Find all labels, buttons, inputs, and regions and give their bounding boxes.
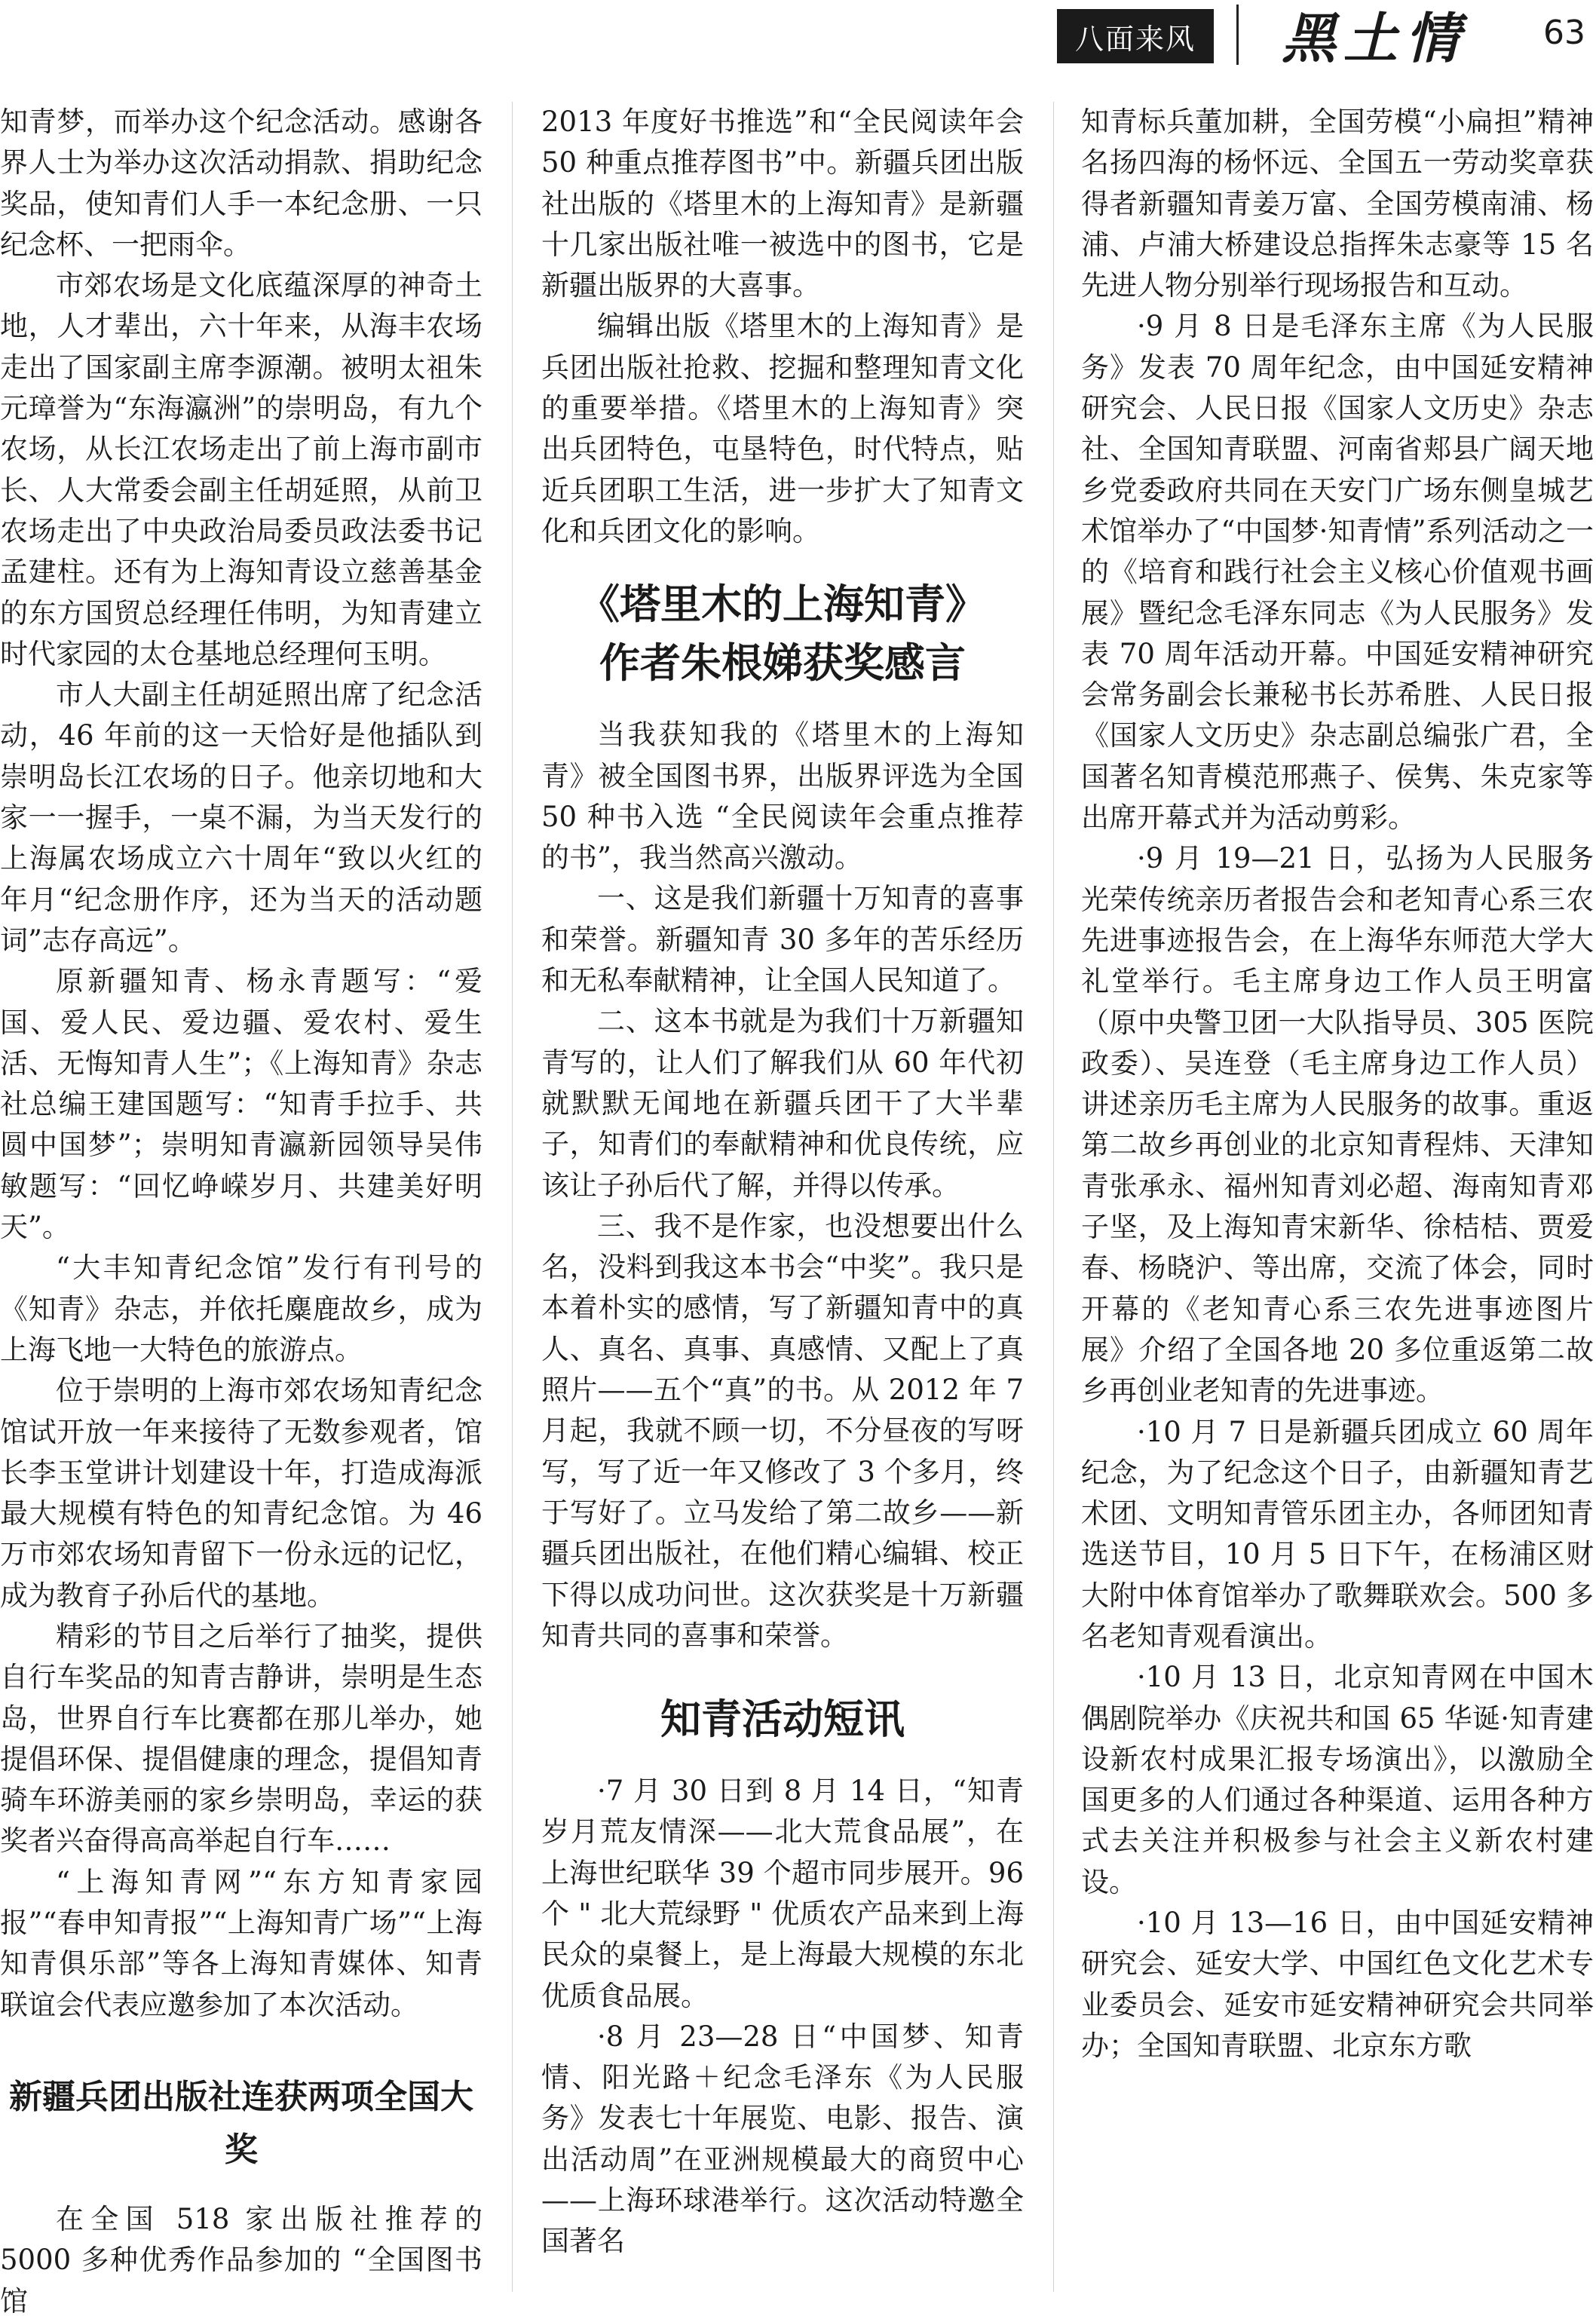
article-headline: [541, 574, 1024, 692]
paragraph: 在全国 518 家出版社推荐的 5000 多种优秀作品参加的 “全国图书馆: [0, 2202, 482, 2317]
spacer: [0, 2026, 482, 2071]
column-1: [0, 102, 482, 2317]
news-item: ·10 月 7 日是新疆兵团成立 60 周年纪念，为了纪念这个日子，由新疆知青艺术团、文明知青管乐团主办，各师团知青选送节目，10 月 5 日下午，在杨浦区财大附中体育馆举办了歌舞联欢会。500 多名老知青观看演出。: [1081, 1415, 1594, 1653]
section-headline: 知青活动短讯: [660, 1695, 905, 1744]
paragraph: 二、这本书就是为我们十万新疆知青写的，让人们了解我们从 60 年代初就默默无闻地在新疆兵团干了大半辈子，知青们的奉献精神和优良传统，应该让子孙后代了解，并得以传承。: [541, 1005, 1024, 1202]
header-divider: [1236, 5, 1239, 65]
paragraph: 位于崇明的上海市郊农场知青纪念馆试开放一年来接待了无数参观者，馆长李玉堂讲计划建设十年，打造成海派最大规模有特色的知青纪念馆。为 46 万市郊农场知青留下一份永远的记忆，成为教育子孙后代的基地。: [0, 1374, 482, 1612]
paragraph: “上海知青网”“东方知青家园报”“春申知青报”“上海知青广场”“上海知青俱乐部”等各上海知青媒体、知青联谊会代表应邀参加了本次活动。: [0, 1865, 482, 2021]
news-item: ·9 月 8 日是毛泽东主席《为人民服务》发表 70 周年纪念，由中国延安精神研究会、人民日报《国家人文历史》杂志社、全国知青联盟、河南省郏县广阔天地乡党委政府共同在天安门广场东侧皇城艺术馆举办了“中国梦·知青情”系列活动之一的《培育和践行社会主义核心价值观书画展》暨纪念毛泽东同志《为人民服务》发表 70 周年活动开幕。中国延安精神研究会常务副会长兼秘书长苏希胜、人民日报《国家人文历史》杂志副总编张广君，全国著名知青模范邢燕子、侯隽、朱克家等出席开幕式并为活动剪彩。: [1081, 310, 1594, 835]
paragraph: 原新疆知青、杨永青题写：“爱国、爱人民、爱边疆、爱农村、爱生活、无悔知青人生”；《上海知青》杂志社总编王建国题写：“知青手拉手、共圆中国梦”；崇明知青瀛新园领导吴伟敏题写：“回忆峥嵘岁月、共建美好明天”。: [0, 965, 482, 1244]
headline-line: 作者朱根娣获奖感言: [599, 639, 966, 688]
section-label: 八面来风: [1057, 9, 1214, 63]
column-2: [541, 102, 1024, 2292]
column-divider: [512, 102, 513, 2292]
news-item: ·7 月 30 日到 8 月 14 日，“知青岁月荒友情深——北大荒食品展”，在上海世纪联华 39 个超市同步展开。96 个 " 北大荒绿野 " 优质农产品来到上海民众的桌餐上，是上海最大规模的东北优质食品展。: [541, 1775, 1024, 2012]
article-headline: 新疆兵团出版社连获两项全国大奖: [9, 2077, 473, 2169]
spacer: [541, 1748, 1024, 1771]
headline-line: 《塔里木的上海知青》: [579, 580, 986, 629]
spacer: [0, 2176, 482, 2199]
news-item: ·10 月 13 日，北京知青网在中国木偶剧院举办《庆祝共和国 65 华诞·知青建设新农村成果汇报专场演出》，以激励全国更多的人们通过各种渠道、运用各种方式去关注并积极参与社会主义新农村建设。: [1081, 1661, 1594, 1898]
page-header: [0, 0, 1596, 69]
paragraph: 知青梦，而举办这个纪念活动。感谢各界人士为举办这次活动捐款、捐助纪念奖品，使知青们人手一本纪念册、一只纪念杯、一把雨伞。: [0, 106, 482, 261]
paragraph: 市人大副主任胡延照出席了纪念活动，46 年前的这一天恰好是他插队到崇明岛长江农场的日子。他亲切地和大家一一握手，一桌不漏，为当天发行的上海属农场成立六十周年“致以火红的年月“纪念册作序，还为当天的活动题词”志存高远”。: [0, 679, 482, 957]
paragraph: 三、我不是作家，也没想要出什么名，没料到我这本书会“中奖”。我只是本着朴实的感情，写了新疆知青中的真人、真名、真事、真感情、又配上了真照片——五个“真”的书。从 2012 年 7 月起，我就不顾一切，不分昼夜的写呀写，写了近一年又修改了 3 个多月，终于写好了。立马发给了第二故乡——新疆兵团出版社，在他们精心编辑、校正下得以成功问世。这次获奖是十万新疆知青共同的喜事和荣誉。: [541, 1209, 1024, 1652]
paragraph: 2013 年度好书推选”和“全民阅读年会 50 种重点推荐图书”中。新疆兵团出版社出版的《塔里木的上海知青》是新疆十几家出版社唯一被选中的图书，它是新疆出版界的大喜事。: [541, 106, 1024, 302]
spacer: [541, 1656, 1024, 1689]
masthead-title: 黑土情: [1282, 6, 1468, 70]
news-item: ·9 月 19—21 日，弘扬为人民服务光荣传统亲历者报告会和老知青心系三农先进事迹报告会，在上海华东师范大学大礼堂举行。毛主席身边工作人员王明富（原中央警卫团一大队指导员、305 医院政委）、吴连登（毛主席身边工作人员）讲述亲历毛主席为人民服务的故事。重返第二故乡再创业的北京知青程炜、天津知青张承永、福州知青刘必超、海南知青邓子坚，及上海知青宋新华、徐桔桔、贾爱春、杨晓沪、等出席，交流了体会，同时开幕的《老知青心系三农先进事迹图片展》介绍了全国各地 20 多位重返第二故乡再创业老知青的先进事迹。: [1081, 842, 1594, 1408]
news-item: ·10 月 13—16 日，由中国延安精神研究会、延安大学、中国红色文化艺术专业委员会、延安市延安精神研究会共同举办；全国知青联盟、北京东方歌: [1081, 1907, 1594, 2062]
paragraph: “大丰知青纪念馆”发行有刊号的《知青》杂志，并依托麋鹿故乡，成为上海飞地一大特色的旅游点。: [0, 1251, 482, 1366]
news-item: 知青标兵董加耕，全国劳模“小扁担”精神名扬四海的杨怀远、全国五一劳动奖章获得者新疆知青姜万富、全国劳模南浦、杨浦、卢浦大桥建设总指挥朱志豪等 15 名先进人物分别举行现场报告和互动。: [1081, 106, 1594, 302]
paragraph: 一、这是我们新疆十万知青的喜事和荣誉。新疆知青 30 多年的苦乐经历和无私奉献精神，让全国人民知道了。: [541, 882, 1024, 997]
column-3: [1081, 102, 1594, 2292]
paragraph: 精彩的节目之后举行了抽奖，提供自行车奖品的知青吉静讲，崇明是生态岛，世界自行车比赛都在那儿举办，她提倡环保、提倡健康的理念，提倡知青骑车环游美丽的家乡崇明岛，幸运的获奖者兴奋得高高举起自行车……: [0, 1619, 482, 1858]
paragraph: 当我获知我的《塔里木的上海知青》被全国图书界，出版界评选为全国 50 种书入选 “全民阅读年会重点推荐的书”，我当然高兴激动。: [541, 718, 1024, 875]
paragraph: 编辑出版《塔里木的上海知青》是兵团出版社抢救、挖掘和整理知青文化的重要举措。《塔里木的上海知青》突出兵团特色，屯垦特色，时代特点，贴近兵团职工生活，进一步扩大了知青文化和兵团文化的影响。: [541, 310, 1024, 547]
news-item: ·8 月 23—28 日“中国梦、知青情、阳光路＋纪念毛泽东《为人民服务》发表七十年展览、电影、报告、演出活动周”在亚洲规模最大的商贸中心——上海环球港举行。这次活动特邀全国著名: [541, 2020, 1024, 2258]
spacer: [541, 552, 1024, 574]
column-divider: [1053, 102, 1054, 2292]
spacer: [541, 692, 1024, 715]
page-number: 63: [1543, 14, 1585, 52]
paragraph: 市郊农场是文化底蕴深厚的神奇土地，人才辈出，六十年来，从海丰农场走出了国家副主席李源潮。被明太祖朱元璋誉为“东海瀛洲”的崇明岛，有九个农场，从长江农场走出了前上海市副市长、人大常委会副主任胡延照，从前卫农场走出了中央政治局委员政法委书记孟建柱。还有为上海知青设立慈善基金的东方国贸总经理任伟明，为知青建立时代家园的太仓基地总经理何玉明。: [0, 269, 482, 670]
